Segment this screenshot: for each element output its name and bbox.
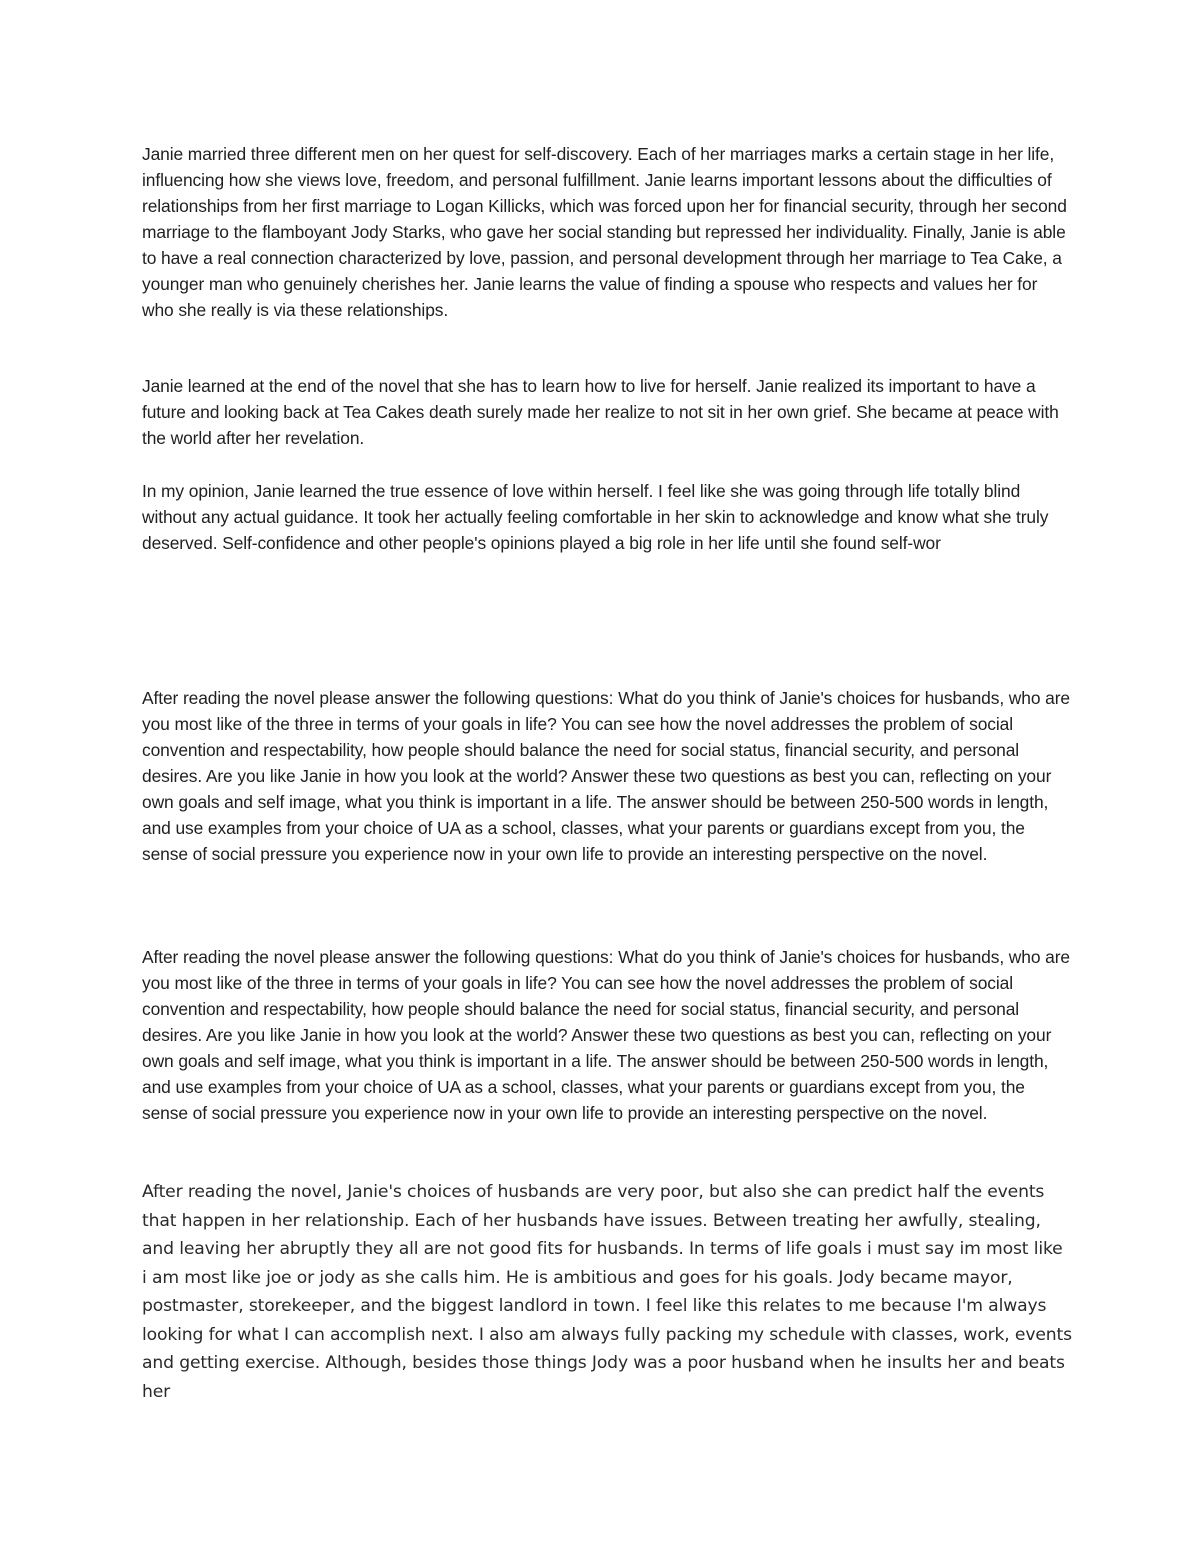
paragraph-opinion: In my opinion, Janie learned the true essence of love within herself. I feel like she was going through life totally blind without any actual guidance. It took her actually feeling comfortable in her skin to acknowledge and know what she truly deserved. Self-confidence and other people's opinions played a big role in her life until she found self-wor — [142, 481, 1049, 553]
paragraph-end-of-novel: Janie learned at the end of the novel that she has to learn how to live for herself. Janie realized its important to have a future and looking back at Tea Cakes death surely made her realize to not sit in her own grief. She became at peace with the world after her revelation. — [142, 376, 1059, 448]
paragraph-marriages-summary: Janie married three different men on her quest for self-discovery. Each of her marriages marks a certain stage in her life, influencing how she views love, freedom, and personal fulfillment. Janie learns important lessons about the difficulties of relationships from her first marriage to Logan Killicks, which was forced upon her for financial security, through her second marriage to the flamboyant Jody Starks, who gave her social standing but repressed her individuality. Finally, Janie is able to have a real connection characterized by love, passion, and personal development through her marriage to Tea Cake, a younger man who genuinely cherishes her. Janie learns the value of finding a spouse who respects and values her for who she really is via these relationships. — [142, 144, 1067, 320]
paragraph-prompt-2: After reading the novel please answer the following questions: What do you think of Janie's choices for husbands, who are you most like of the three in terms of your goals in life? You can see how the novel addresses the problem of social convention and respectability, how people should balance the need for social status, financial security, and personal desires. Are you like Janie in how you look at the world? Answer these two questions as best you can, reflecting on your own goals and self image, what you think is important in a life. The answer should be between 250-500 words in length, and use examples from your choice of UA as a school, classes, what your parents or guardians except from you, the sense of social pressure you experience now in your own life to provide an interesting perspective on the novel. — [142, 947, 1070, 1123]
paragraph-prompt-1: After reading the novel please answer the following questions: What do you think of Janie's choices for husbands, who are you most like of the three in terms of your goals in life? You can see how the novel addresses the problem of social convention and respectability, how people should balance the need for social status, financial security, and personal desires. Are you like Janie in how you look at the world? Answer these two questions as best you can, reflecting on your own goals and self image, what you think is important in a life. The answer should be between 250-500 words in length, and use examples from your choice of UA as a school, classes, what your parents or guardians except from you, the sense of social pressure you experience now in your own life to provide an interesting perspective on the novel. — [142, 688, 1070, 864]
paragraph-answer: After reading the novel, Janie's choices of husbands are very poor, but also she can predict half the events that happen in her relationship. Each of her husbands have issues. Between treating her awfully, stealing, and leaving her abruptly they all are not good fits for husbands. In terms of life goals i must say im most like i am most like joe or jody as she calls him. He is ambitious and goes for his goals. Jody became mayor, postmaster, storekeeper, and the biggest landlord in town. I feel like this relates to me because I'm always looking for what I can accomplish next. I also am always fully packing my schedule with classes, work, events and getting exercise. Although, besides those things Jody was a poor husband when he insults her and beats her — [142, 1182, 1072, 1402]
